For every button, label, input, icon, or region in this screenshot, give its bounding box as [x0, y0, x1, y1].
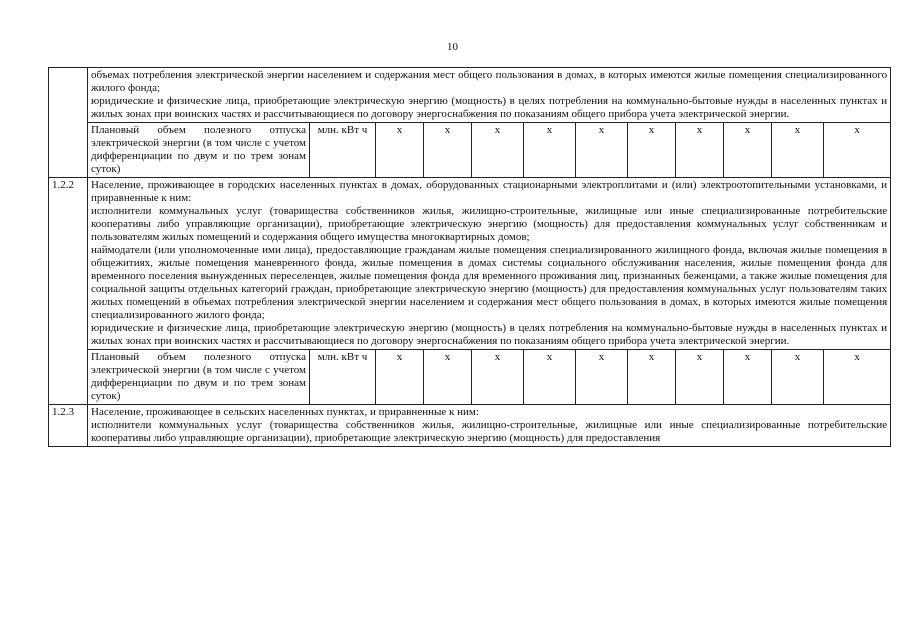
x-cell: x — [724, 350, 772, 405]
paragraph: Население, проживающее в городских населенных пунктах в домах, оборудованных стационарными электроплитами и (или) электроотопительными установками, и приравненные к ним: — [91, 179, 888, 204]
x-cell: x — [472, 350, 524, 405]
x-cell: x — [772, 350, 824, 405]
section-description — [88, 405, 891, 447]
plan-row — [49, 350, 891, 405]
paragraph: наймодатели (или уполномоченные ими лица), предоставляющие гражданам жилые помещения специализированного жилищного фонда, включая жилые помещения в общежитиях, жилые помещения маневренного фонда, жилые помещения в домах системы социального обслуживания населения, жилые помещения фонда для временного поселения вынужденных переселенцев, жилые помещения фонда для временного проживания лиц, признанных беженцами, а также жилые помещения для социальной защиты отдельных категорий граждан, приобретающие электрическую энергию (мощность) для предоставления коммунальных услуг пользователям таких жилых помещений в объемах потребления электрической энергии населением и содержания мест общего пользования в домах, в которых имеются жилые помещения специализированного жилого фонда; — [91, 244, 888, 321]
x-cell: x — [676, 350, 724, 405]
section-row — [49, 68, 891, 123]
x-cell: x — [724, 123, 772, 178]
x-cell: x — [628, 350, 676, 405]
section-number — [49, 68, 88, 178]
x-cell: x — [576, 350, 628, 405]
x-cell: x — [424, 350, 472, 405]
x-cell: x — [424, 123, 472, 178]
unit-label: млн. кВт ч — [310, 350, 376, 405]
paragraph: Население, проживающее в сельских населенных пунктах, и приравненные к ним: — [91, 406, 479, 418]
x-cell: x — [824, 350, 891, 405]
tariff-table — [48, 67, 891, 447]
plan-label: Плановый объем полезного отпуска электрической энергии (в том числе с учетом дифференциации по двум и по трем зонам суток) — [88, 350, 310, 405]
section-row — [49, 405, 891, 447]
section-description — [88, 68, 891, 123]
x-cell: x — [772, 123, 824, 178]
section-number: 1.2.2 — [49, 178, 88, 405]
x-cell: x — [376, 350, 424, 405]
paragraph: объемах потребления электрической энергии населением и содержания мест общего пользования в домах, в которых имеются жилые помещения специализированного жилого фонда; — [91, 69, 888, 94]
x-cell: x — [824, 123, 891, 178]
section-description — [88, 178, 891, 350]
paragraph: исполнители коммунальных услуг (товарищества собственников жилья, жилищно-строительные, жилищные или иные специализированные потребительские кооперативы либо управляющие организации), приобретающие электрическую энергию (мощность) для предоставления — [91, 419, 888, 444]
x-cell: x — [524, 123, 576, 178]
x-cell: x — [628, 123, 676, 178]
section-number: 1.2.3 — [49, 405, 88, 447]
x-cell: x — [676, 123, 724, 178]
section-row — [49, 178, 891, 350]
unit-label: млн. кВт ч — [310, 123, 376, 178]
plan-row — [49, 123, 891, 178]
x-cell: x — [576, 123, 628, 178]
paragraph: юридические и физические лица, приобретающие электрическую энергию (мощность) в целях потребления на коммунально-бытовые нужды в населенных пунктах и жилых зонах при воинских частях и рассчитывающиеся по договору энергоснабжения по показаниям общего прибора учета электрической энергии. — [91, 322, 888, 347]
page-number: 10 — [447, 41, 458, 53]
paragraph: исполнители коммунальных услуг (товарищества собственников жилья, жилищно-строительные, жилищные или иные специализированные потребительские кооперативы либо управляющие организации), приобретающие электрическую энергию (мощность) для предоставления коммунальных услуг собственникам и пользователям жилых помещений и содержания общего имущества многоквартирных домов; — [91, 205, 888, 243]
plan-label: Плановый объем полезного отпуска электрической энергии (в том числе с учетом дифференциации по двум и по трем зонам суток) — [88, 123, 310, 178]
x-cell: x — [376, 123, 424, 178]
paragraph: юридические и физические лица, приобретающие электрическую энергию (мощность) в целях потребления на коммунально-бытовые нужды в населенных пунктах и жилых зонах при воинских частях и рассчитывающиеся по договору энергоснабжения по показаниям общего прибора учета электрической энергии. — [91, 95, 888, 120]
x-cell: x — [472, 123, 524, 178]
x-cell: x — [524, 350, 576, 405]
